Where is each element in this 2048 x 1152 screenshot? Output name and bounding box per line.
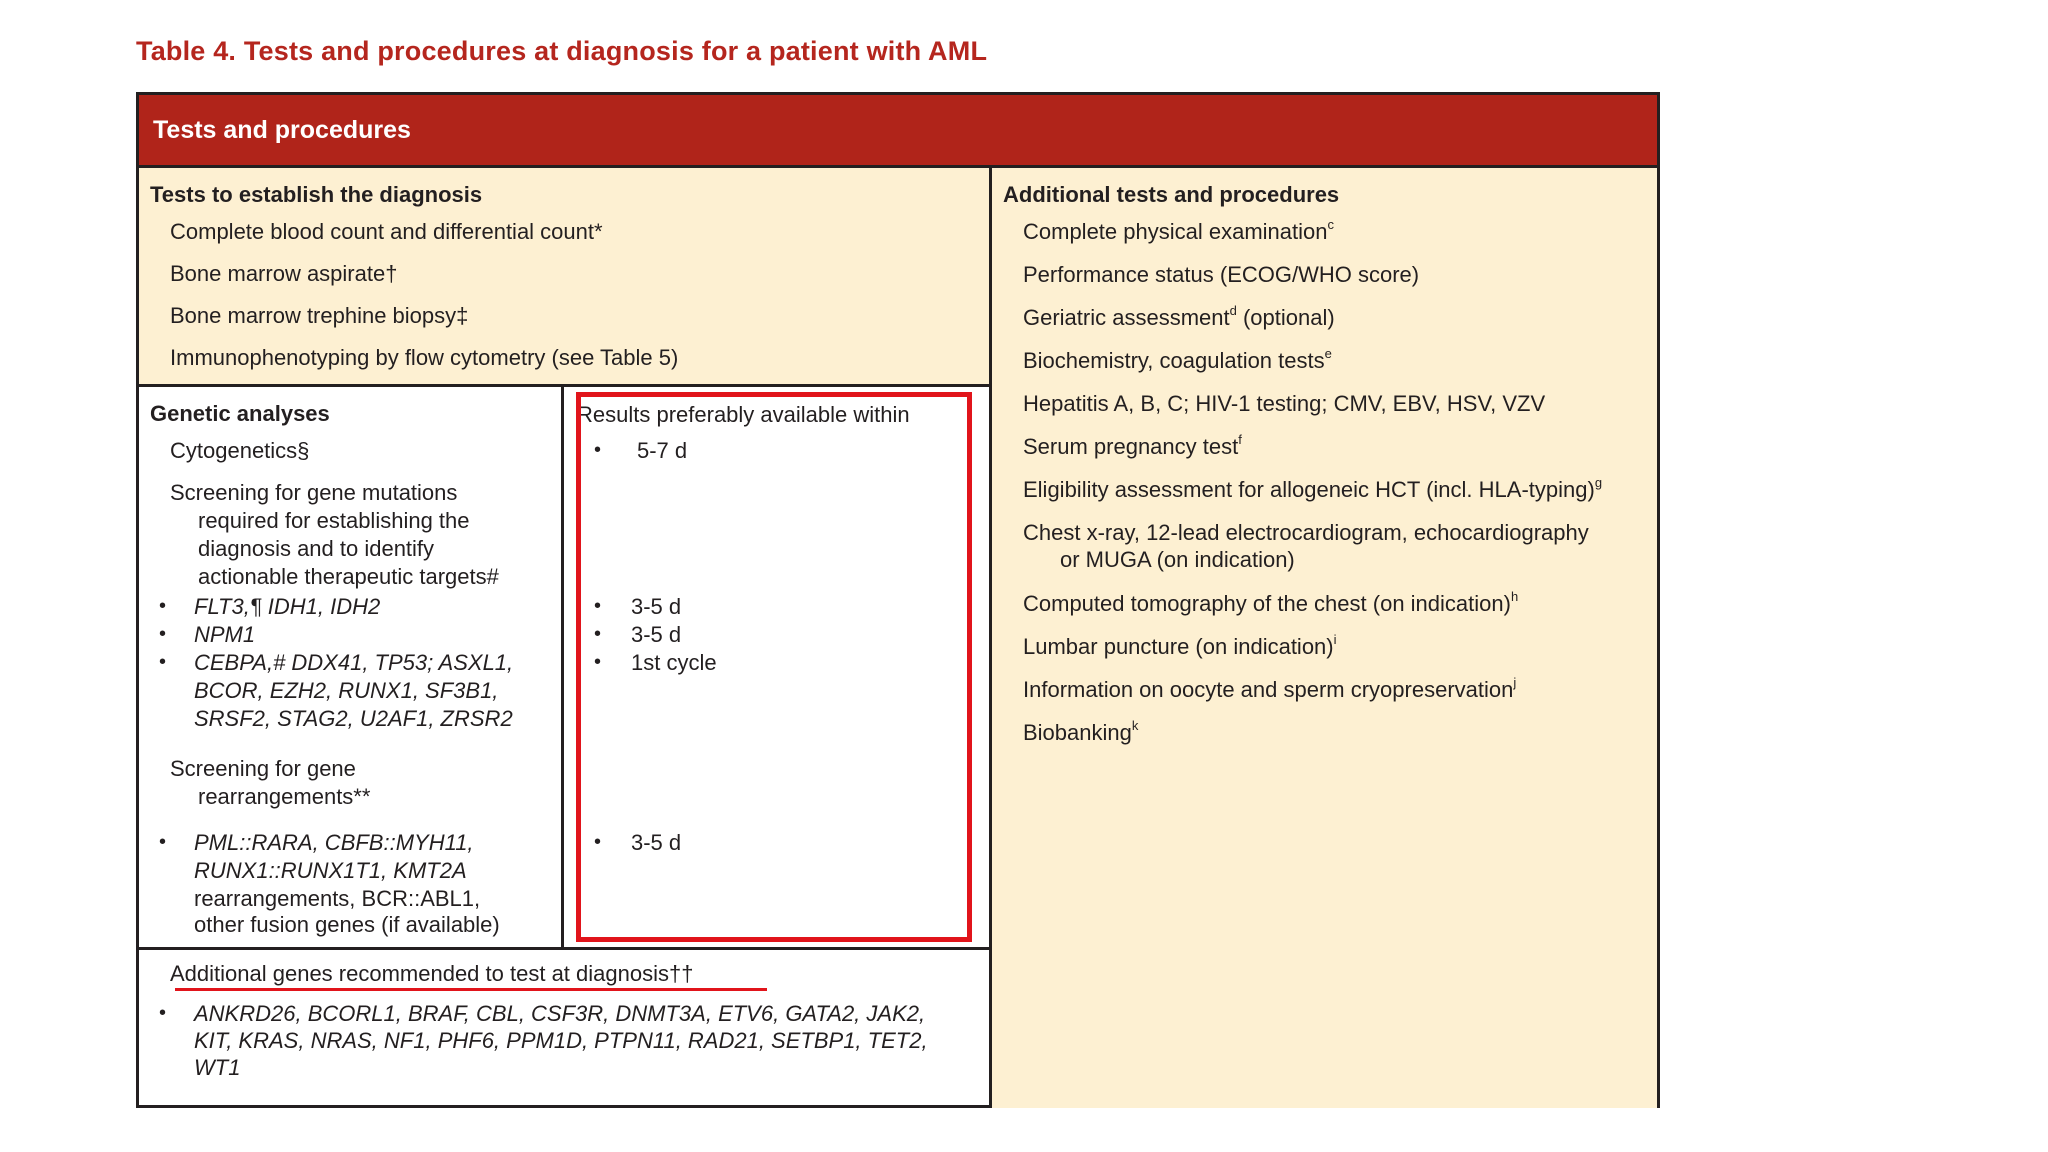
additional-genes-list: WT1 <box>194 1055 241 1080</box>
mutation-genes: SRSF2, STAG2, U2AF1, ZRSR2 <box>194 706 513 731</box>
mutations-intro: diagnosis and to identify <box>198 536 435 561</box>
additional-genes-title: Additional genes recommended to test at diagnosis†† <box>170 961 694 986</box>
rearrangements-intro: Screening for gene <box>170 756 356 781</box>
fusion-genes: rearrangements, BCR::ABL1, <box>194 886 481 911</box>
diagnosis-item: Immunophenotyping by flow cytometry (see Table 5) <box>170 345 679 370</box>
additional-test-item: Computed tomography of the chest (on indication)$^h$ <box>1023 589 1519 616</box>
fusion-genes: PML::RARA, CBFB::MYH11, <box>194 830 474 855</box>
mutation-genes: BCOR, EZH2, RUNX1, SF3B1, <box>194 678 499 703</box>
diagnosis-item: Bone marrow aspirate† <box>170 261 398 286</box>
additional-test-item: Eligibility assessment for allogeneic HCT (incl. HLA-typing)$^g$ <box>1023 475 1603 502</box>
genetic-cell <box>136 384 564 950</box>
red-underline <box>175 988 767 991</box>
bullet-icon: • <box>159 623 167 645</box>
bullet-icon: • <box>159 595 167 617</box>
additional-test-item: Lumbar puncture (on indication)$^i$ <box>1023 632 1337 659</box>
cytogenetics-label: Cytogenetics§ <box>170 438 310 463</box>
bullet-icon: • <box>594 439 602 461</box>
genetic-title: Genetic analyses <box>150 401 330 426</box>
additional-test-item: Hepatitis A, B, C; HIV-1 testing; CMV, EBV, HSV, VZV <box>1023 391 1546 416</box>
mutations-intro: Screening for gene mutations <box>170 480 458 505</box>
mutations-intro: required for establishing the <box>198 508 470 533</box>
additional-test-item-cont: or MUGA (on indication) <box>1060 547 1295 572</box>
bullet-icon: • <box>159 831 167 853</box>
result-time: 3-5 d <box>631 622 682 647</box>
table-caption: Table 4. Tests and procedures at diagnosis for a patient with AML <box>136 36 988 66</box>
additional-test-item: Complete physical examination$^c$ <box>1023 217 1334 244</box>
additional-genes-list: ANKRD26, BCORL1, BRAF, CBL, CSF3R, DNMT3A, ETV6, GATA2, JAK2, <box>194 1001 926 1026</box>
additional-tests-title: Additional tests and procedures <box>1003 182 1340 207</box>
additional-genes-list: KIT, KRAS, NRAS, NF1, PHF6, PPM1D, PTPN11, RAD21, SETBP1, TET2, <box>194 1028 928 1053</box>
fusion-genes: RUNX1::RUNX1T1, KMT2A <box>194 858 467 883</box>
additional-test-item: Geriatric assessment$^d$ (optional) <box>1023 303 1335 330</box>
additional-test-item: Biochemistry, coagulation tests$^e$ <box>1023 346 1332 373</box>
diagnosis-title: Tests to establish the diagnosis <box>150 182 483 207</box>
additional-test-item: Chest x-ray, 12-lead electrocardiogram, echocardiography <box>1023 520 1589 545</box>
diagnosis-item: Bone marrow trephine biopsy‡ <box>170 303 469 328</box>
tests-table <box>136 92 1660 1108</box>
rearrangements-intro: rearrangements** <box>198 784 371 809</box>
additional-test-item: Biobanking$^k$ <box>1023 718 1139 745</box>
table-header <box>136 92 1660 168</box>
table-header-title: Tests and procedures <box>153 116 411 144</box>
additional-tests-cell <box>989 165 1660 1108</box>
bullet-icon: • <box>159 1002 167 1024</box>
results-title: Results preferably available within <box>577 402 910 427</box>
bullet-icon: • <box>594 831 602 853</box>
result-time: 1st cycle <box>631 650 717 675</box>
mutation-genes: CEBPA,# DDX41, TP53; ASXL1, <box>194 650 514 675</box>
bullet-icon: • <box>594 651 602 673</box>
bullet-icon: • <box>594 623 602 645</box>
additional-test-item: Performance status (ECOG/WHO score) <box>1023 262 1420 287</box>
additional-test-item: Serum pregnancy test$^f$ <box>1023 432 1242 459</box>
mutations-intro: actionable therapeutic targets# <box>198 564 499 589</box>
result-time: 3-5 d <box>631 830 682 855</box>
mutation-genes: FLT3,¶ IDH1, IDH2 <box>194 594 381 619</box>
mutation-genes: NPM1 <box>194 622 256 647</box>
diagnosis-item: Complete blood count and differential count* <box>170 219 603 244</box>
fusion-genes: other fusion genes (if available) <box>194 912 500 937</box>
result-time: 3-5 d <box>631 594 682 619</box>
bullet-icon: • <box>594 595 602 617</box>
result-time: 5-7 d <box>637 438 688 463</box>
additional-test-item: Information on oocyte and sperm cryopreservation$^j$ <box>1023 675 1517 702</box>
results-highlight-box <box>576 392 972 942</box>
bullet-icon: • <box>159 651 167 673</box>
additional-genes-cell <box>136 947 992 1108</box>
diagnosis-cell <box>136 165 992 387</box>
